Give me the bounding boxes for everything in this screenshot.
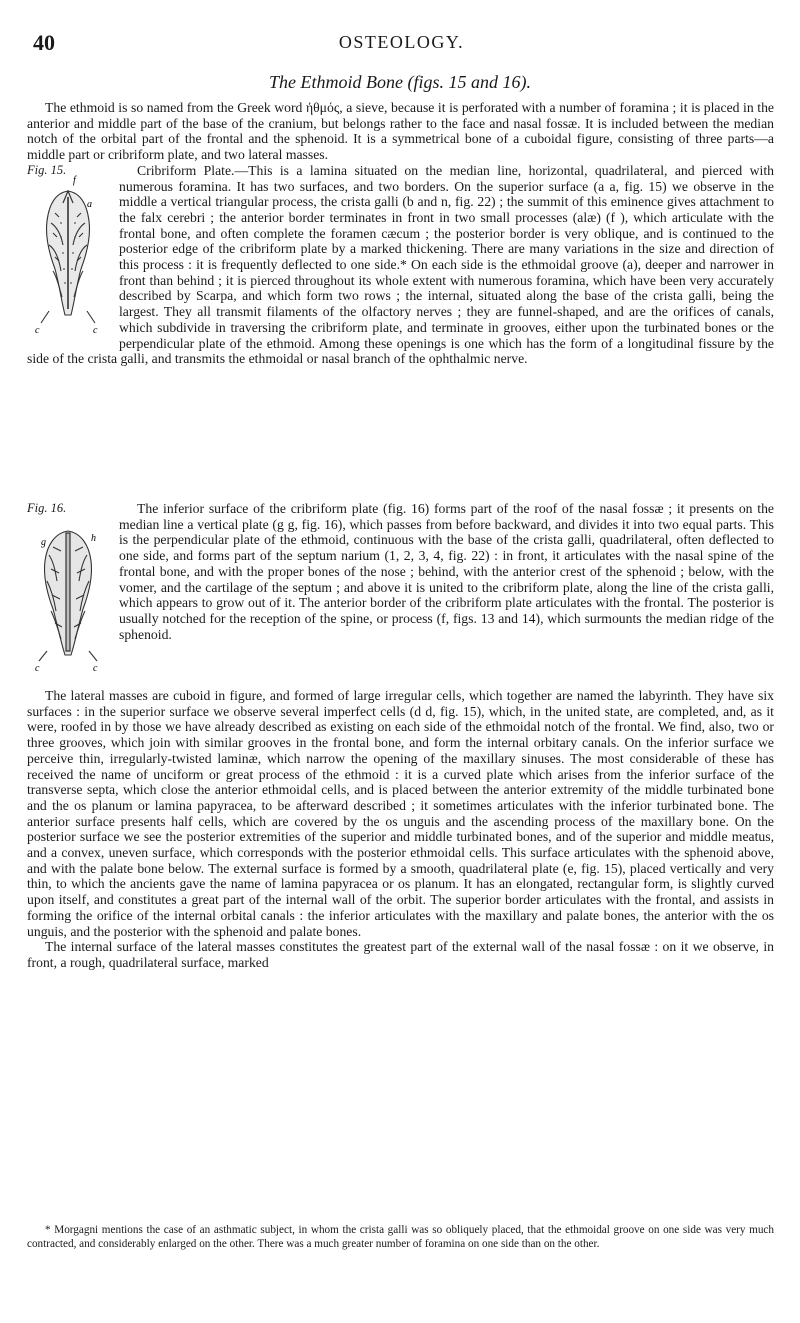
page-number: 40 <box>33 30 55 55</box>
footnote-text: * Morgagni mentions the case of an asthmatic subject, in whom the crista galli was so obliquely placed, that the ethmoidal groove on one side was very much contracted, and considerably enlarged on the other. There was a much greater number of foramina on one side than on the other. <box>27 1224 774 1250</box>
figure-16-letter-c-right: c <box>93 663 98 673</box>
body-text-block-3 <box>27 688 774 971</box>
section-title: The Ethmoid Bone (figs. 15 and 16). <box>269 72 531 92</box>
footnote <box>27 1224 774 1251</box>
ethmoid-superior-view-illustration <box>35 173 101 335</box>
figure-15-label: Fig. 15. <box>27 162 67 177</box>
paragraph-cribriform-plate: Cribriform Plate.—This is a lamina situated on the median line, horizontal, quadrilateral, and pierced with numerous foramina. It has two surfaces, and two borders. On the superior surface (a a, fig. 15) we observe in the middle a vertical triangular process, the crista galli (b and n, fig. 22) ; the summit of this eminence gives attachment to the falx cerebri ; the anterior border terminates in front in two small processes (alæ) (f ), which articulate with the frontal bone, and often complete the foramen cæcum ; the posterior border is very oblique, and is continued to the posterior edge of the cribriform plate by a marked thickening. There are many variations in the size and direction of this process : it is frequently deflected to one side.* On each side is the ethmoidal groove (a), deeper and narrower in front than behind ; it is pierced throughout its whole extent with numerous foramina, which have been very accurately described by Scarpa, and which form two rows ; the internal, situated along the base of the crista galli, being the largest. They all transmit filaments of the olfactory nerves ; they are funnel-shaped, and are the orifices of canals, which subdivide in traversing the cribriform plate, and terminate in grooves, either upon the turbinated bones or the perpendicular plate of the ethmoid. Among these openings is one which has the form of a longitudinal fissure by the side of the crista galli, and transmits the ethmoidal or nasal branch of the ophthalmic nerve. <box>27 162 774 367</box>
figure-16-letter-g: g <box>41 537 46 548</box>
paragraph-intro: The ethmoid is so named from the Greek word ἠθμός, a sieve, because it is perforated with a number of foramina ; it is placed in the anterior and middle part of the base of the cranium, but belongs rather to the face and nasal fossæ. It is included between the median notch of the orbital part of the frontal and the sphenoid. It is a symmetrical bone of a cuboidal figure, consisting of three parts—a middle part or cribriform plate, and two lateral masses. <box>27 100 774 163</box>
paragraph-inferior-surface: The inferior surface of the cribriform plate (fig. 16) forms part of the roof of the nasal fossæ ; it presents on the median line a vertical plate (g g, fig. 16), which passes from before backward, and divides it into two equal parts. This is the perpendicular plate of the ethmoid, continuous with the base of the crista galli, quadrilateral, often deflected to one side, and forms part of the septum narium (1, 2, 3, 4, fig. 22) : in front, it articulates with the nasal spine of the frontal bone, and with the proper bones of the nose ; behind, with the anterior crest of the sphenoid ; below, with the vomer, and the cartilage of the septum ; and above it is united to the cribriform plate, along the line of the crista galli, which appears to grow out of it. The anterior border of the cribriform plate articulates with the frontal. The posterior is usually notched for the reception of the spine, or process (f, figs. 13 and 14), which surmounts the median ridge of the sphenoid. <box>119 501 774 642</box>
page-header <box>33 30 770 54</box>
figure-15-letter-c-left: c <box>35 324 40 335</box>
body-text-block-2 <box>27 501 774 679</box>
figure-16-label: Fig. 16. <box>27 501 67 515</box>
figure-15 <box>27 163 105 339</box>
figure-16-letter-c-left: c <box>35 663 40 673</box>
figure-15-letter-f: f <box>73 174 76 186</box>
paragraph-internal-surface: The internal surface of the lateral masses constitutes the greatest part of the external wall of the nasal fossæ : on it we observe, in front, a rough, quadrilateral surface, marked <box>27 939 774 970</box>
body-text-block-1 <box>27 100 774 367</box>
figure-16-letter-h: h <box>91 533 96 544</box>
ethmoid-inferior-view-illustration <box>35 511 101 673</box>
figure-15-letter-a: a <box>87 198 92 210</box>
paragraph-lateral-masses: The lateral masses are cuboid in figure, and formed of large irregular cells, which together are named the labyrinth. They have six surfaces : in the superior surface we observe several imperfect cells (d d, fig. 15), which, in the united state, are completed, and, as it were, roofed in by those we have already described as existing on each side of the ethmoidal notch of the frontal. We find, also, two or three grooves, which join with similar grooves in the frontal bone, and form the internal orbitary canals. On the inferior surface we perceive thin, irregularly-twisted laminæ, which narrow the opening of the maxillary sinuses. The most considerable of these has received the name of unciform or great process of the ethmoid : it is a curved plate which arises from the inferior surface of the transverse septa, which close the anterior ethmoidal cells, and is placed between the anterior extremity of the middle turbinated bone and the os planum or lamina papyracea, to be afterward described ; it sometimes articulates with the inferior turbinated bone. The anterior surface presents half cells, which are covered by the os unguis and the ascending process of the maxillary bone. On the posterior surface we see the posterior extremities of the superior and middle turbinated bones, and of the superior and middle meatus, and a convex, uneven surface, which corresponds with the posterior ethmoidal cells. This surface articulates with the sphenoid above, and with the palate bone below. The external surface is formed by a smooth, quadrilateral plate (e, fig. 15), placed vertically and very thin, to which the ancients gave the name of lamina papyracea or os planum. It has an elongated, rectangular form, is slightly curved upon itself, and constitutes a great part of the internal wall of the orbit. The superior border articulates with the frontal, and assists in forming the orifice of the internal orbital canals : the inferior articulates with the maxillary and palate bones, the anterior with the os unguis, and the posterior with the sphenoid and palate bones. <box>27 688 774 939</box>
running-head: OSTEOLOGY. <box>338 32 465 52</box>
figure-16 <box>27 501 105 677</box>
figure-15-letter-c-right: c <box>93 324 98 335</box>
